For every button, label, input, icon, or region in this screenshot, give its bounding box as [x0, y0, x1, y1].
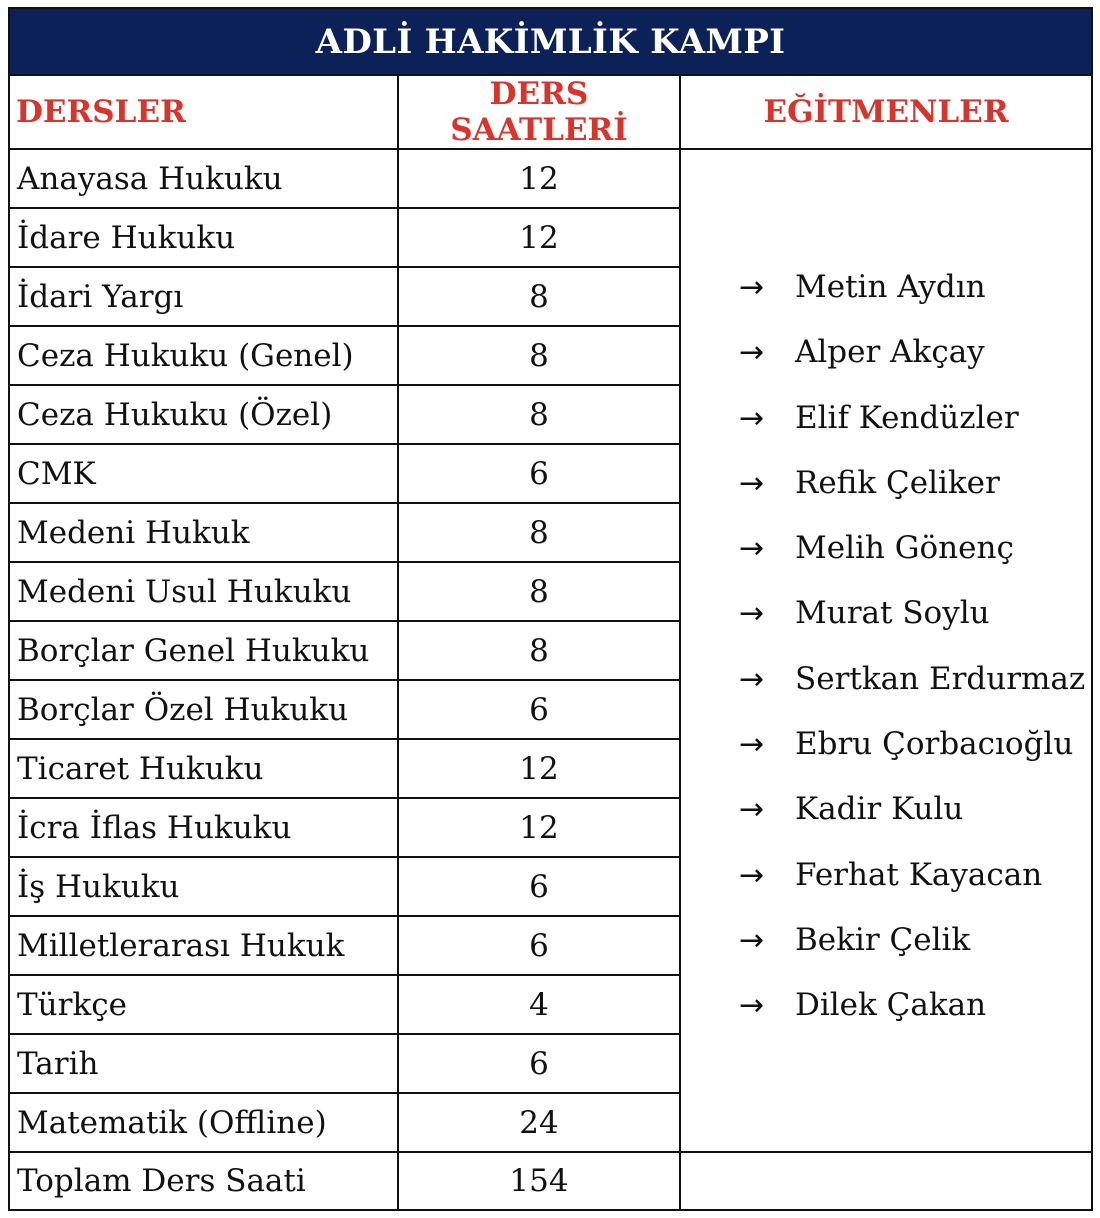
course-hours: 12: [398, 149, 680, 208]
total-empty-cell: [680, 1152, 1092, 1210]
instructor-name: Ferhat Kayacan: [795, 856, 1043, 893]
course-name: İdari Yargı: [9, 267, 398, 326]
arrow-right-icon: →: [739, 335, 765, 371]
instructor-name: Refik Çeliker: [795, 464, 1000, 501]
course-hours: 12: [398, 208, 680, 267]
header-row: [9, 75, 1092, 149]
schedule-table-wrapper: [8, 7, 1091, 1211]
list-item: [739, 913, 1091, 978]
course-name: Matematik (Offline): [9, 1093, 398, 1152]
course-hours: 12: [398, 739, 680, 798]
total-row: [9, 1152, 1092, 1210]
list-item: [739, 325, 1091, 390]
course-name: Medeni Hukuk: [9, 503, 398, 562]
course-hours: 4: [398, 975, 680, 1034]
arrow-right-icon: →: [739, 988, 765, 1024]
course-name: İş Hukuku: [9, 857, 398, 916]
course-name: Ticaret Hukuku: [9, 739, 398, 798]
course-name: İdare Hukuku: [9, 208, 398, 267]
total-hours: 154: [398, 1152, 680, 1210]
arrow-right-icon: →: [739, 922, 765, 958]
course-hours: 6: [398, 680, 680, 739]
list-item: [739, 652, 1091, 717]
course-hours: 6: [398, 857, 680, 916]
header-hours: DERS SAATLERİ: [398, 75, 680, 149]
instructor-name: Bekir Çelik: [795, 921, 971, 958]
course-name: Milletlerarası Hukuk: [9, 916, 398, 975]
instructor-name: Dilek Çakan: [795, 987, 987, 1024]
list-item: [739, 456, 1091, 521]
instructor-name: Kadir Kulu: [795, 791, 964, 828]
course-name: Medeni Usul Hukuku: [9, 562, 398, 621]
course-name: Türkçe: [9, 975, 398, 1034]
arrow-right-icon: →: [739, 270, 765, 305]
course-name: Ceza Hukuku (Özel): [9, 385, 398, 444]
course-hours: 8: [398, 326, 680, 385]
arrow-right-icon: →: [739, 596, 765, 632]
arrow-right-icon: →: [739, 465, 765, 501]
course-name: Ceza Hukuku (Genel): [9, 326, 398, 385]
instructor-name: Metin Aydın: [795, 269, 986, 305]
instructor-name: Melih Gönenç: [795, 530, 1014, 567]
course-hours: 24: [398, 1093, 680, 1152]
course-hours: 6: [398, 1034, 680, 1093]
instructor-name: Ebru Çorbacıoğlu: [795, 726, 1074, 763]
schedule-table: [8, 7, 1093, 1211]
course-hours: 8: [398, 503, 680, 562]
table-row: [9, 149, 1092, 208]
list-item: [739, 978, 1091, 1043]
course-name: Borçlar Özel Hukuku: [9, 680, 398, 739]
list-item: [739, 391, 1091, 456]
list-item: [739, 586, 1091, 651]
arrow-right-icon: →: [739, 531, 765, 567]
course-hours: 8: [398, 562, 680, 621]
course-name: Anayasa Hukuku: [9, 149, 398, 208]
header-courses: DERSLER: [9, 75, 398, 149]
course-hours: 8: [398, 267, 680, 326]
list-item: [739, 521, 1091, 586]
title-row: [9, 8, 1092, 75]
instructor-name: Alper Akçay: [795, 334, 985, 371]
instructor-list: [681, 150, 1091, 1044]
course-hours: 8: [398, 385, 680, 444]
arrow-right-icon: →: [739, 857, 765, 893]
list-item: [739, 260, 1091, 325]
list-item: [739, 717, 1091, 782]
list-item: [739, 782, 1091, 847]
table-title: ADLİ HAKİMLİK KAMPI: [9, 8, 1092, 75]
total-label: Toplam Ders Saati: [9, 1152, 398, 1210]
arrow-right-icon: →: [739, 792, 765, 828]
list-item: [739, 848, 1091, 913]
course-hours: 8: [398, 621, 680, 680]
course-name: CMK: [9, 444, 398, 503]
course-hours: 6: [398, 916, 680, 975]
course-name: Tarih: [9, 1034, 398, 1093]
instructors-cell: [680, 149, 1092, 1152]
instructor-name: Murat Soylu: [795, 595, 990, 632]
arrow-right-icon: →: [739, 727, 765, 763]
course-hours: 12: [398, 798, 680, 857]
arrow-right-icon: →: [739, 661, 765, 697]
course-name: İcra İflas Hukuku: [9, 798, 398, 857]
course-hours: 6: [398, 444, 680, 503]
arrow-right-icon: →: [739, 400, 765, 436]
header-instructors: EĞİTMENLER: [680, 75, 1092, 149]
instructor-name: Elif Kendüzler: [795, 399, 1019, 436]
course-name: Borçlar Genel Hukuku: [9, 621, 398, 680]
instructor-name: Sertkan Erdurmaz: [795, 660, 1086, 697]
